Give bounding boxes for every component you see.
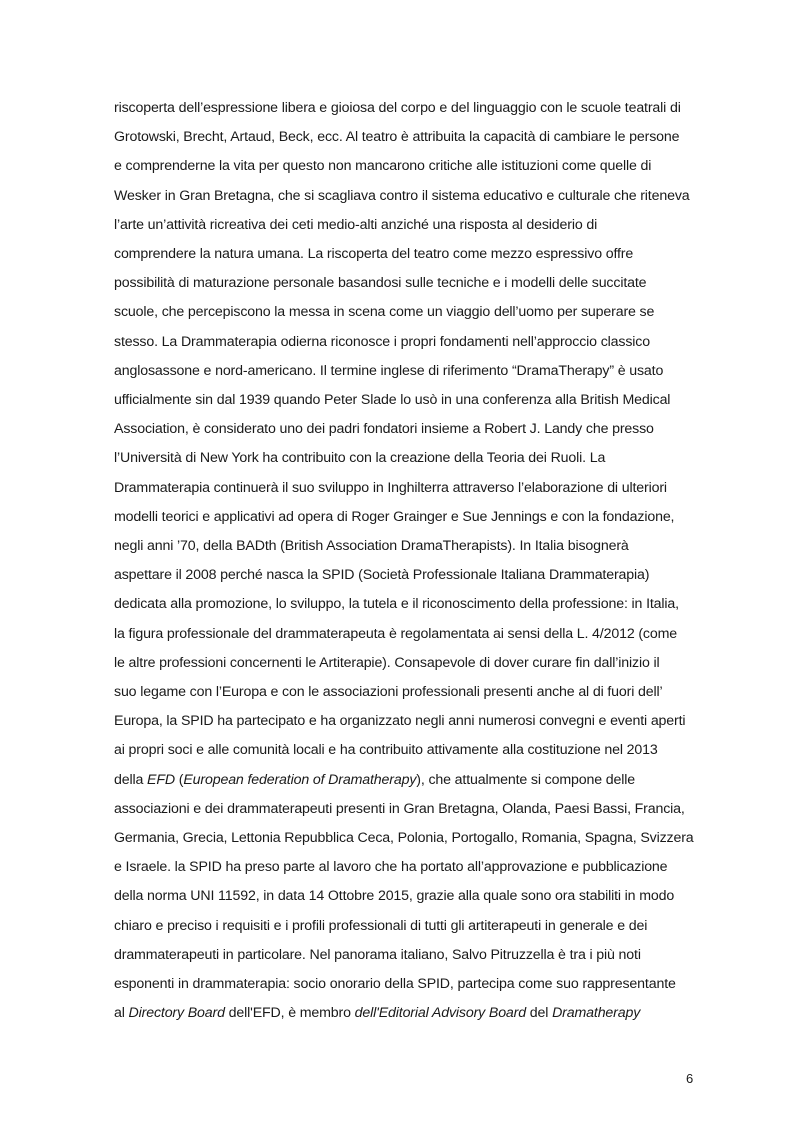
text-line (114, 678, 714, 707)
text-segment: Grotowski, Brecht, Artaud, Beck, ecc. Al teatro è attribuita la capacità di cambiare le persone (114, 129, 680, 146)
text-segment: Germania, Grecia, Lettonia Repubblica Ceca, Polonia, Portogallo, Romania, Spagna, Svizzera (114, 830, 694, 847)
text-line (114, 912, 714, 941)
text-segment: l’Università di New York ha contribuito con la creazione della Teoria dei Ruoli. La (114, 450, 606, 467)
text-line (114, 182, 714, 211)
italic-text: European federation of Dramatherapy (183, 771, 417, 788)
text-line (114, 532, 714, 561)
text-line (114, 795, 714, 824)
text-segment: chiaro e preciso i requisiti e i profili professionali di tutti gli artiterapeuti in generale e dei (114, 917, 648, 934)
text-segment: Drammaterapia continuerà il suo sviluppo in Inghilterra attraverso l’elaborazione di ulteriori (114, 479, 667, 496)
italic-text: Dramatherapy (552, 1005, 641, 1022)
text-segment: le altre professioni concernenti le Artiterapie). Consapevole di dover curare fin dall’inizio il (114, 654, 660, 671)
text-line (114, 357, 714, 386)
text-line (114, 941, 714, 970)
text-line (114, 649, 714, 678)
text-segment: modelli teorici e applicativi ad opera di Roger Grainger e Sue Jennings e con la fondazione, (114, 508, 675, 525)
text-segment: al (114, 1005, 129, 1022)
text-line (114, 999, 714, 1028)
text-segment: ai propri soci e alle comunità locali e ha contribuito attivamente alla costituzione nel 2013 (114, 742, 658, 759)
text-line (114, 386, 714, 415)
italic-text: dell'Editorial Advisory Board (354, 1005, 526, 1022)
italic-text: Directory Board (128, 1005, 225, 1022)
text-segment: dedicata alla promozione, lo sviluppo, la tutela e il riconoscimento della professione: in Italia, (114, 596, 679, 613)
text-line (114, 824, 714, 853)
text-segment: comprendere la natura umana. La riscoperta del teatro come mezzo espressivo offre (114, 246, 634, 263)
text-segment: Wesker in Gran Bretagna, che si scagliava contro il sistema educativo e culturale che riteneva (114, 187, 690, 204)
text-line (114, 298, 714, 327)
text-line (114, 620, 714, 649)
text-segment: della (114, 771, 148, 788)
text-segment: possibilità di maturazione personale basandosi sulle tecniche e i modelli delle succitate (114, 275, 647, 292)
text-line (114, 561, 714, 590)
text-segment: e Israele. la SPID ha preso parte al lavoro che ha portato all’approvazione e pubblicazione (114, 859, 668, 876)
text-segment: ), che attualmente si compone delle (416, 771, 636, 788)
text-line (114, 152, 714, 181)
text-segment: esponenti in drammaterapia: socio onorario della SPID, partecipa come suo rappresentante (114, 976, 676, 993)
text-line (114, 853, 714, 882)
text-line (114, 269, 714, 298)
text-line (114, 474, 714, 503)
text-segment: l’arte un’attività ricreativa dei ceti medio-alti anziché una risposta al desiderio di (114, 216, 598, 233)
italic-text: EFD (147, 771, 175, 788)
text-line (114, 707, 714, 736)
body-paragraph (114, 94, 714, 1029)
text-segment: la figura professionale del drammaterapeuta è regolamentata ai sensi della L. 4/2012 (come (114, 625, 678, 642)
page-number: 6 (686, 1071, 694, 1086)
text-segment: negli anni ’70, della BADth (British Association DramaTherapists). In Italia bisognerà (114, 538, 629, 555)
text-line (114, 736, 714, 765)
text-segment: ufficialmente sin dal 1939 quando Peter Slade lo usò in una conferenza alla British Medical (114, 392, 671, 409)
text-line (114, 970, 714, 999)
text-segment: Association, è considerato uno dei padri fondatori insieme a Robert J. Landy che presso (114, 421, 654, 438)
text-segment: anglosassone e nord-americano. Il termine inglese di riferimento “DramaTherapy” è usato (114, 362, 664, 379)
text-segment: del (526, 1005, 553, 1022)
text-line (114, 882, 714, 911)
text-segment: suo legame con l’Europa e con le associazioni professionali presenti anche al di fuori dell’ (114, 684, 663, 701)
text-segment: drammaterapeuti in particolare. Nel panorama italiano, Salvo Pitruzzella è tra i più noti (114, 946, 641, 963)
text-segment: e comprenderne la vita per questo non mancarono critiche alle istituzioni come quelle di (114, 158, 652, 175)
text-segment: dell'EFD, è membro (224, 1005, 355, 1022)
text-line (114, 94, 714, 123)
text-segment: associazioni e dei drammaterapeuti presenti in Gran Bretagna, Olanda, Paesi Bassi, Francia, (114, 800, 685, 817)
text-segment: aspettare il 2008 perché nasca la SPID (Società Professionale Italiana Drammaterapia) (114, 567, 650, 584)
text-line (114, 240, 714, 269)
text-segment: Europa, la SPID ha partecipato e ha organizzato negli anni numerosi convegni e eventi aperti (114, 713, 686, 730)
text-line (114, 766, 714, 795)
text-segment: scuole, che percepiscono la messa in scena come un viaggio dell’uomo per superare se (114, 304, 655, 321)
text-line (114, 123, 714, 152)
text-segment: riscoperta dell’espressione libera e gioiosa del corpo e del linguaggio con le scuole teatrali di (114, 100, 681, 116)
text-segment: ( (174, 771, 184, 788)
text-line (114, 415, 714, 444)
text-line (114, 444, 714, 473)
text-segment: della norma UNI 11592, in data 14 Ottobre 2015, grazie alla quale sono ora stabiliti in modo (114, 888, 675, 905)
text-line (114, 328, 714, 357)
text-line (114, 211, 714, 240)
text-line (114, 503, 714, 532)
text-segment: stesso. La Drammaterapia odierna riconosce i propri fondamenti nell’approccio classico (114, 333, 650, 350)
text-line (114, 590, 714, 619)
